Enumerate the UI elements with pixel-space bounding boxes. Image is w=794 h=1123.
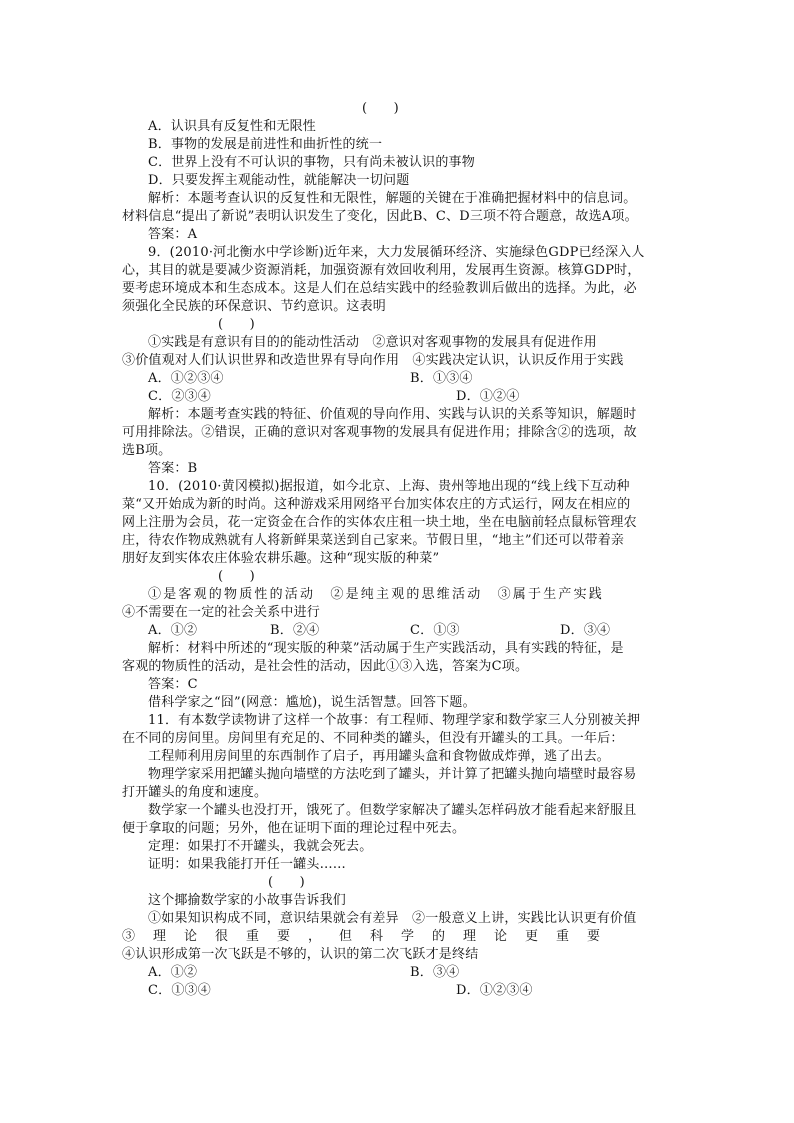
question-stem: 11．有本数学读物讲了这样一个故事：有工程师、物理学家和数学家三人分别被关押 [148, 713, 641, 728]
question-stem: 定理：如果打不开罐头，我就会死去。 [148, 839, 373, 854]
analysis-text: 解析：本题考查认识的反复性和无限性，解题的关键在于准确把握材料中的信息词。 [148, 191, 637, 206]
analysis-text: 材料信息“提出了新说”表明认识发生了变化，因此B、C、D三项不符合题意，故选A项。 [122, 209, 638, 224]
option-a: A．①② [148, 965, 198, 980]
option-a: A．①② [148, 623, 198, 638]
question-stem: 9．(2010·河北衡水中学诊断)近年来，大力发展循环经济、实施绿色GDP已经深入人 [148, 245, 645, 260]
question-stem: 工程师利用房间里的东西制作了启子，再用罐头盒和食物做成炸弹，逃了出去。 [148, 749, 611, 764]
statement-item: ③理论很重要，但科学的理论更重要 [122, 929, 619, 944]
option-c: C．①③④ [148, 983, 211, 998]
option-b: B．③④ [410, 965, 460, 980]
analysis-text: 客观的物质性的活动，是社会性的活动，因此①③入选，答案为C项。 [122, 659, 529, 674]
question-stem: 10．(2010·黄冈模拟)据报道，如今北京、上海、贵州等地出现的“线上线下互动种 [148, 479, 630, 494]
question-stem: 网上注册为会员，花一定资金在合作的实体农庄租一块土地，坐在电脑前轻点鼠标管理农 [122, 515, 637, 530]
analysis-text: 可用排除法。②错误，正确的意识对客观事物的发展具有促进作用；排除含②的选项，故 [122, 425, 637, 440]
question-stem: 物理学家采用把罐头抛向墙壁的方法吃到了罐头，并计算了把罐头抛向墙壁时最容易 [148, 767, 637, 782]
question-stem: 菜“又开始成为新的时尚。这种游戏采用网络平台加实体农庄的方式运行，网友在相应的 [122, 497, 631, 512]
statement-item: ④认识形成第一次飞跃是不够的，认识的第二次飞跃才是终结 [122, 947, 479, 962]
question-stem: 打开罐头的角度和速度。 [122, 785, 268, 800]
option-d: D．①②④ [456, 389, 520, 404]
option-b: B．②④ [270, 623, 320, 638]
option-c: C．①③ [410, 623, 460, 638]
question-stem: 数学家一个罐头也没打开，饿死了。但数学家解决了罐头怎样码放才能看起来舒服且 [148, 803, 637, 818]
question-prompt: 这个揶揄数学家的小故事告诉我们 [148, 893, 347, 908]
answer-text: 答案：B [148, 461, 198, 476]
analysis-text: 解析：本题考查实践的特征、价值观的导向作用、实践与认识的关系等知识，解题时 [148, 407, 637, 422]
option-b: B．①③④ [410, 371, 473, 386]
question-intro: 借科学家之“囧”(网意：尴尬)，说生活智慧。回答下题。 [148, 695, 476, 710]
question-stem: 在不同的房间里。房间里有充足的、不同种类的罐头，但没有开罐头的工具。一年后： [122, 731, 624, 746]
answer-text: 答案：A [148, 227, 198, 242]
option-d: D．只要发挥主观能动性，就能解决一切问题 [148, 173, 410, 188]
question-stem: 心，其目的就是要减少资源消耗，加强资源有效回收利用，发展再生资源。核算GDP时， [122, 263, 641, 278]
statement-item: ③价值观对人们认识世界和改造世界有导向作用 ④实践决定认识，认识反作用于实践 [122, 353, 624, 368]
option-a: A．认识具有反复性和无限性 [148, 119, 316, 134]
statement-item: ④不需要在一定的社会关系中进行 [122, 605, 321, 620]
option-c: C．世界上没有不可认识的事物，只有尚未被认识的事物 [148, 155, 475, 170]
statement-item: ①是客观的物质性的活动 ②是纯主观的思维活动 ③属于生产实践 [148, 587, 605, 602]
question-stem: 证明：如果我能打开任一罐头…… [148, 857, 347, 872]
question-stem: 庄，待农作物成熟就有人将新鲜果菜送到自己家来。节假日里，“地主”们还可以带着亲 [122, 533, 625, 548]
analysis-text: 选B项。 [122, 443, 172, 458]
statement-item: ①如果知识构成不同，意识结果就会有差异 ②一般意义上讲，实践比认识更有价值 [148, 911, 637, 926]
analysis-text: 解析：材料中所述的“现实版的种菜”活动属于生产实践活动，具有实践的特征，是 [148, 641, 624, 656]
statement-item: ①实践是有意识有目的的能动性活动 ②意识对客观事物的发展具有促进作用 [148, 335, 597, 350]
question-stem: 便于拿取的问题；另外，他在证明下面的理论过程中死去。 [122, 821, 466, 836]
answer-blank: ( ) [218, 317, 255, 332]
answer-blank: ( ) [268, 875, 305, 890]
option-c: C．②③④ [148, 389, 211, 404]
option-d: D．③④ [560, 623, 611, 638]
question-stem: 朋好友到实体农庄体验农耕乐趣。这种“现实版的种菜” [122, 551, 440, 566]
answer-blank: ( ) [362, 101, 399, 116]
option-d: D．①②③④ [456, 983, 533, 998]
answer-text: 答案：C [148, 677, 198, 692]
question-stem: 须强化全民族的环保意识、节约意识。这表明 [122, 299, 387, 314]
answer-blank: ( ) [218, 569, 255, 584]
option-b: B．事物的发展是前进性和曲折性的统一 [148, 137, 383, 152]
question-stem: 要考虑环境成本和生态成本。这是人们在总结实践中的经验教训后做出的选择。为此，必 [122, 281, 637, 296]
option-a: A．①②③④ [148, 371, 224, 386]
